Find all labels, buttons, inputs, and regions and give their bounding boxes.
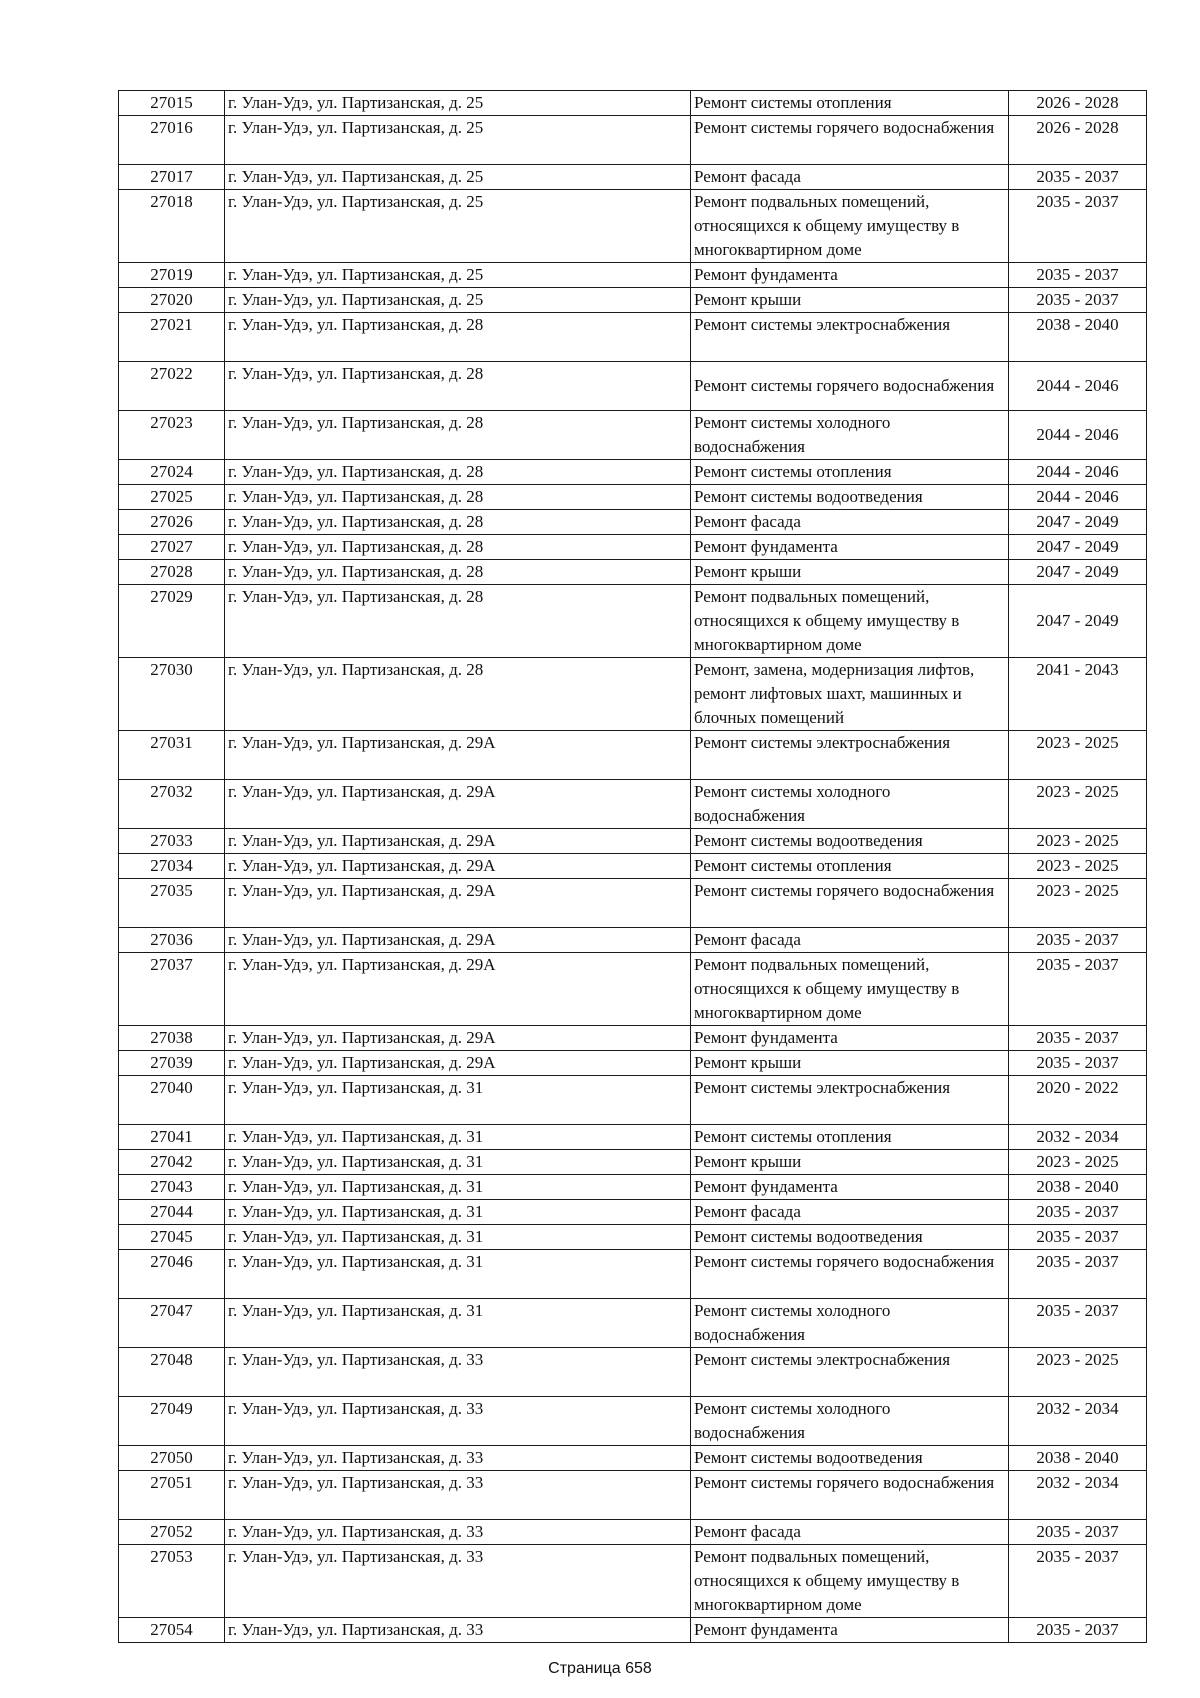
years-cell: 2038 - 2040 <box>1009 313 1147 362</box>
years-cell: 2038 - 2040 <box>1009 1446 1147 1471</box>
row-id-cell: 27025 <box>119 485 225 510</box>
row-id-cell: 27047 <box>119 1299 225 1348</box>
work-type-cell: Ремонт фундамента <box>691 535 1009 560</box>
years-cell: 2023 - 2025 <box>1009 1150 1147 1175</box>
address-cell: г. Улан-Удэ, ул. Партизанская, д. 29А <box>225 780 691 829</box>
address-cell: г. Улан-Удэ, ул. Партизанская, д. 25 <box>225 165 691 190</box>
row-id-cell: 27042 <box>119 1150 225 1175</box>
table-row <box>119 1348 1147 1397</box>
work-type-cell: Ремонт системы горячего водоснабжения <box>691 362 1009 411</box>
work-type-cell: Ремонт системы горячего водоснабжения <box>691 879 1009 928</box>
work-type-cell: Ремонт системы электроснабжения <box>691 1348 1009 1397</box>
row-id-cell: 27029 <box>119 585 225 658</box>
table-row <box>119 1225 1147 1250</box>
table-row <box>119 1520 1147 1545</box>
row-id-cell: 27030 <box>119 658 225 731</box>
table-row <box>119 288 1147 313</box>
table-row <box>119 263 1147 288</box>
work-type-cell: Ремонт системы холодного водоснабжения <box>691 411 1009 460</box>
address-cell: г. Улан-Удэ, ул. Партизанская, д. 29А <box>225 829 691 854</box>
address-cell: г. Улан-Удэ, ул. Партизанская, д. 25 <box>225 263 691 288</box>
years-cell: 2035 - 2037 <box>1009 1299 1147 1348</box>
table-row <box>119 879 1147 928</box>
row-id-cell: 27051 <box>119 1471 225 1520</box>
table-row <box>119 854 1147 879</box>
work-type-cell: Ремонт подвальных помещений, относящихся к общему имуществу в многоквартирном доме <box>691 190 1009 263</box>
work-type-cell: Ремонт фасада <box>691 1200 1009 1225</box>
years-cell: 2035 - 2037 <box>1009 263 1147 288</box>
years-cell: 2023 - 2025 <box>1009 731 1147 780</box>
row-id-cell: 27054 <box>119 1618 225 1643</box>
years-cell: 2041 - 2043 <box>1009 658 1147 731</box>
work-type-cell: Ремонт системы отопления <box>691 91 1009 116</box>
work-type-cell: Ремонт фасада <box>691 165 1009 190</box>
work-type-cell: Ремонт фундамента <box>691 1618 1009 1643</box>
table-row <box>119 1200 1147 1225</box>
table-row <box>119 116 1147 165</box>
work-type-cell: Ремонт системы холодного водоснабжения <box>691 780 1009 829</box>
years-cell: 2035 - 2037 <box>1009 1545 1147 1618</box>
address-cell: г. Улан-Удэ, ул. Партизанская, д. 33 <box>225 1397 691 1446</box>
address-cell: г. Улан-Удэ, ул. Партизанская, д. 31 <box>225 1225 691 1250</box>
address-cell: г. Улан-Удэ, ул. Партизанская, д. 25 <box>225 288 691 313</box>
years-cell: 2035 - 2037 <box>1009 1051 1147 1076</box>
table-row <box>119 585 1147 658</box>
table-row <box>119 953 1147 1026</box>
years-cell: 2023 - 2025 <box>1009 780 1147 829</box>
address-cell: г. Улан-Удэ, ул. Партизанская, д. 25 <box>225 91 691 116</box>
address-cell: г. Улан-Удэ, ул. Партизанская, д. 31 <box>225 1076 691 1125</box>
address-cell: г. Улан-Удэ, ул. Партизанская, д. 31 <box>225 1125 691 1150</box>
work-type-cell: Ремонт системы горячего водоснабжения <box>691 1471 1009 1520</box>
work-type-cell: Ремонт системы водоотведения <box>691 1446 1009 1471</box>
years-cell: 2032 - 2034 <box>1009 1397 1147 1446</box>
row-id-cell: 27032 <box>119 780 225 829</box>
years-cell: 2047 - 2049 <box>1009 560 1147 585</box>
address-cell: г. Улан-Удэ, ул. Партизанская, д. 33 <box>225 1446 691 1471</box>
work-type-cell: Ремонт системы холодного водоснабжения <box>691 1397 1009 1446</box>
table-row <box>119 1076 1147 1125</box>
table-row <box>119 190 1147 263</box>
address-cell: г. Улан-Удэ, ул. Партизанская, д. 29А <box>225 731 691 780</box>
address-cell: г. Улан-Удэ, ул. Партизанская, д. 28 <box>225 585 691 658</box>
years-cell: 2026 - 2028 <box>1009 116 1147 165</box>
row-id-cell: 27021 <box>119 313 225 362</box>
years-cell: 2038 - 2040 <box>1009 1175 1147 1200</box>
table-row <box>119 780 1147 829</box>
table-row <box>119 91 1147 116</box>
work-type-cell: Ремонт системы холодного водоснабжения <box>691 1299 1009 1348</box>
years-cell: 2047 - 2049 <box>1009 535 1147 560</box>
address-cell: г. Улан-Удэ, ул. Партизанская, д. 28 <box>225 535 691 560</box>
row-id-cell: 27020 <box>119 288 225 313</box>
row-id-cell: 27019 <box>119 263 225 288</box>
table-row <box>119 1299 1147 1348</box>
address-cell: г. Улан-Удэ, ул. Партизанская, д. 28 <box>225 411 691 460</box>
years-cell: 2026 - 2028 <box>1009 91 1147 116</box>
years-cell: 2035 - 2037 <box>1009 288 1147 313</box>
table-row <box>119 1051 1147 1076</box>
years-cell: 2035 - 2037 <box>1009 165 1147 190</box>
row-id-cell: 27049 <box>119 1397 225 1446</box>
row-id-cell: 27044 <box>119 1200 225 1225</box>
years-cell: 2047 - 2049 <box>1009 510 1147 535</box>
row-id-cell: 27040 <box>119 1076 225 1125</box>
row-id-cell: 27017 <box>119 165 225 190</box>
address-cell: г. Улан-Удэ, ул. Партизанская, д. 31 <box>225 1299 691 1348</box>
years-cell: 2044 - 2046 <box>1009 362 1147 411</box>
table-row <box>119 1250 1147 1299</box>
row-id-cell: 27028 <box>119 560 225 585</box>
table-row <box>119 510 1147 535</box>
table-row <box>119 1545 1147 1618</box>
work-type-cell: Ремонт фундамента <box>691 1175 1009 1200</box>
address-cell: г. Улан-Удэ, ул. Партизанская, д. 29А <box>225 953 691 1026</box>
work-type-cell: Ремонт системы горячего водоснабжения <box>691 116 1009 165</box>
years-cell: 2044 - 2046 <box>1009 411 1147 460</box>
address-cell: г. Улан-Удэ, ул. Партизанская, д. 25 <box>225 116 691 165</box>
work-type-cell: Ремонт подвальных помещений, относящихся к общему имуществу в многоквартирном доме <box>691 585 1009 658</box>
work-type-cell: Ремонт крыши <box>691 288 1009 313</box>
row-id-cell: 27039 <box>119 1051 225 1076</box>
address-cell: г. Улан-Удэ, ул. Партизанская, д. 25 <box>225 190 691 263</box>
table-row <box>119 535 1147 560</box>
years-cell: 2035 - 2037 <box>1009 1520 1147 1545</box>
table-row <box>119 1446 1147 1471</box>
row-id-cell: 27034 <box>119 854 225 879</box>
work-type-cell: Ремонт крыши <box>691 1150 1009 1175</box>
row-id-cell: 27031 <box>119 731 225 780</box>
years-cell: 2035 - 2037 <box>1009 1618 1147 1643</box>
work-type-cell: Ремонт системы водоотведения <box>691 485 1009 510</box>
address-cell: г. Улан-Удэ, ул. Партизанская, д. 33 <box>225 1348 691 1397</box>
address-cell: г. Улан-Удэ, ул. Партизанская, д. 29А <box>225 1026 691 1051</box>
work-type-cell: Ремонт системы отопления <box>691 460 1009 485</box>
row-id-cell: 27023 <box>119 411 225 460</box>
row-id-cell: 27046 <box>119 1250 225 1299</box>
work-type-cell: Ремонт системы водоотведения <box>691 829 1009 854</box>
years-cell: 2035 - 2037 <box>1009 1250 1147 1299</box>
table-row <box>119 1471 1147 1520</box>
years-cell: 2044 - 2046 <box>1009 485 1147 510</box>
years-cell: 2047 - 2049 <box>1009 585 1147 658</box>
work-type-cell: Ремонт системы электроснабжения <box>691 731 1009 780</box>
row-id-cell: 27026 <box>119 510 225 535</box>
years-cell: 2035 - 2037 <box>1009 928 1147 953</box>
years-cell: 2032 - 2034 <box>1009 1471 1147 1520</box>
repair-schedule-body <box>119 91 1147 1643</box>
work-type-cell: Ремонт крыши <box>691 560 1009 585</box>
years-cell: 2035 - 2037 <box>1009 953 1147 1026</box>
work-type-cell: Ремонт системы отопления <box>691 1125 1009 1150</box>
table-row <box>119 560 1147 585</box>
row-id-cell: 27027 <box>119 535 225 560</box>
address-cell: г. Улан-Удэ, ул. Партизанская, д. 28 <box>225 510 691 535</box>
address-cell: г. Улан-Удэ, ул. Партизанская, д. 28 <box>225 313 691 362</box>
table-row <box>119 928 1147 953</box>
row-id-cell: 27016 <box>119 116 225 165</box>
work-type-cell: Ремонт крыши <box>691 1051 1009 1076</box>
work-type-cell: Ремонт системы электроснабжения <box>691 1076 1009 1125</box>
row-id-cell: 27036 <box>119 928 225 953</box>
table-row <box>119 829 1147 854</box>
row-id-cell: 27035 <box>119 879 225 928</box>
table-row <box>119 362 1147 411</box>
table-row <box>119 411 1147 460</box>
work-type-cell: Ремонт фасада <box>691 1520 1009 1545</box>
address-cell: г. Улан-Удэ, ул. Партизанская, д. 33 <box>225 1471 691 1520</box>
address-cell: г. Улан-Удэ, ул. Партизанская, д. 29А <box>225 879 691 928</box>
work-type-cell: Ремонт фундамента <box>691 263 1009 288</box>
address-cell: г. Улан-Удэ, ул. Партизанская, д. 31 <box>225 1150 691 1175</box>
address-cell: г. Улан-Удэ, ул. Партизанская, д. 33 <box>225 1618 691 1643</box>
work-type-cell: Ремонт, замена, модернизация лифтов, ремонт лифтовых шахт, машинных и блочных помещений <box>691 658 1009 731</box>
work-type-cell: Ремонт подвальных помещений, относящихся к общему имуществу в многоквартирном доме <box>691 1545 1009 1618</box>
years-cell: 2020 - 2022 <box>1009 1076 1147 1125</box>
page-number: Страница 658 <box>548 1660 652 1677</box>
address-cell: г. Улан-Удэ, ул. Партизанская, д. 28 <box>225 362 691 411</box>
work-type-cell: Ремонт системы горячего водоснабжения <box>691 1250 1009 1299</box>
years-cell: 2035 - 2037 <box>1009 1200 1147 1225</box>
row-id-cell: 27050 <box>119 1446 225 1471</box>
address-cell: г. Улан-Удэ, ул. Партизанская, д. 28 <box>225 560 691 585</box>
years-cell: 2035 - 2037 <box>1009 190 1147 263</box>
repair-schedule-table <box>118 90 1147 1643</box>
work-type-cell: Ремонт системы водоотведения <box>691 1225 1009 1250</box>
years-cell: 2023 - 2025 <box>1009 1348 1147 1397</box>
row-id-cell: 27052 <box>119 1520 225 1545</box>
years-cell: 2035 - 2037 <box>1009 1026 1147 1051</box>
row-id-cell: 27018 <box>119 190 225 263</box>
years-cell: 2023 - 2025 <box>1009 854 1147 879</box>
years-cell: 2023 - 2025 <box>1009 829 1147 854</box>
address-cell: г. Улан-Удэ, ул. Партизанская, д. 31 <box>225 1175 691 1200</box>
table-row <box>119 460 1147 485</box>
row-id-cell: 27038 <box>119 1026 225 1051</box>
table-row <box>119 165 1147 190</box>
address-cell: г. Улан-Удэ, ул. Партизанская, д. 31 <box>225 1250 691 1299</box>
address-cell: г. Улан-Удэ, ул. Партизанская, д. 29А <box>225 854 691 879</box>
table-row <box>119 1175 1147 1200</box>
years-cell: 2044 - 2046 <box>1009 460 1147 485</box>
row-id-cell: 27043 <box>119 1175 225 1200</box>
row-id-cell: 27022 <box>119 362 225 411</box>
address-cell: г. Улан-Удэ, ул. Партизанская, д. 33 <box>225 1520 691 1545</box>
address-cell: г. Улан-Удэ, ул. Партизанская, д. 28 <box>225 658 691 731</box>
table-row <box>119 658 1147 731</box>
table-row <box>119 1125 1147 1150</box>
table-row <box>119 1618 1147 1643</box>
row-id-cell: 27045 <box>119 1225 225 1250</box>
row-id-cell: 27037 <box>119 953 225 1026</box>
work-type-cell: Ремонт подвальных помещений, относящихся к общему имуществу в многоквартирном доме <box>691 953 1009 1026</box>
years-cell: 2023 - 2025 <box>1009 879 1147 928</box>
row-id-cell: 27015 <box>119 91 225 116</box>
table-row <box>119 1150 1147 1175</box>
work-type-cell: Ремонт фасада <box>691 928 1009 953</box>
address-cell: г. Улан-Удэ, ул. Партизанская, д. 28 <box>225 485 691 510</box>
address-cell: г. Улан-Удэ, ул. Партизанская, д. 28 <box>225 460 691 485</box>
address-cell: г. Улан-Удэ, ул. Партизанская, д. 29А <box>225 928 691 953</box>
table-row <box>119 1397 1147 1446</box>
row-id-cell: 27053 <box>119 1545 225 1618</box>
work-type-cell: Ремонт фасада <box>691 510 1009 535</box>
row-id-cell: 27041 <box>119 1125 225 1150</box>
work-type-cell: Ремонт системы электроснабжения <box>691 313 1009 362</box>
table-row <box>119 313 1147 362</box>
table-row <box>119 731 1147 780</box>
address-cell: г. Улан-Удэ, ул. Партизанская, д. 33 <box>225 1545 691 1618</box>
table-row <box>119 1026 1147 1051</box>
row-id-cell: 27024 <box>119 460 225 485</box>
work-type-cell: Ремонт системы отопления <box>691 854 1009 879</box>
row-id-cell: 27033 <box>119 829 225 854</box>
table-row <box>119 485 1147 510</box>
work-type-cell: Ремонт фундамента <box>691 1026 1009 1051</box>
years-cell: 2035 - 2037 <box>1009 1225 1147 1250</box>
address-cell: г. Улан-Удэ, ул. Партизанская, д. 31 <box>225 1200 691 1225</box>
years-cell: 2032 - 2034 <box>1009 1125 1147 1150</box>
address-cell: г. Улан-Удэ, ул. Партизанская, д. 29А <box>225 1051 691 1076</box>
row-id-cell: 27048 <box>119 1348 225 1397</box>
